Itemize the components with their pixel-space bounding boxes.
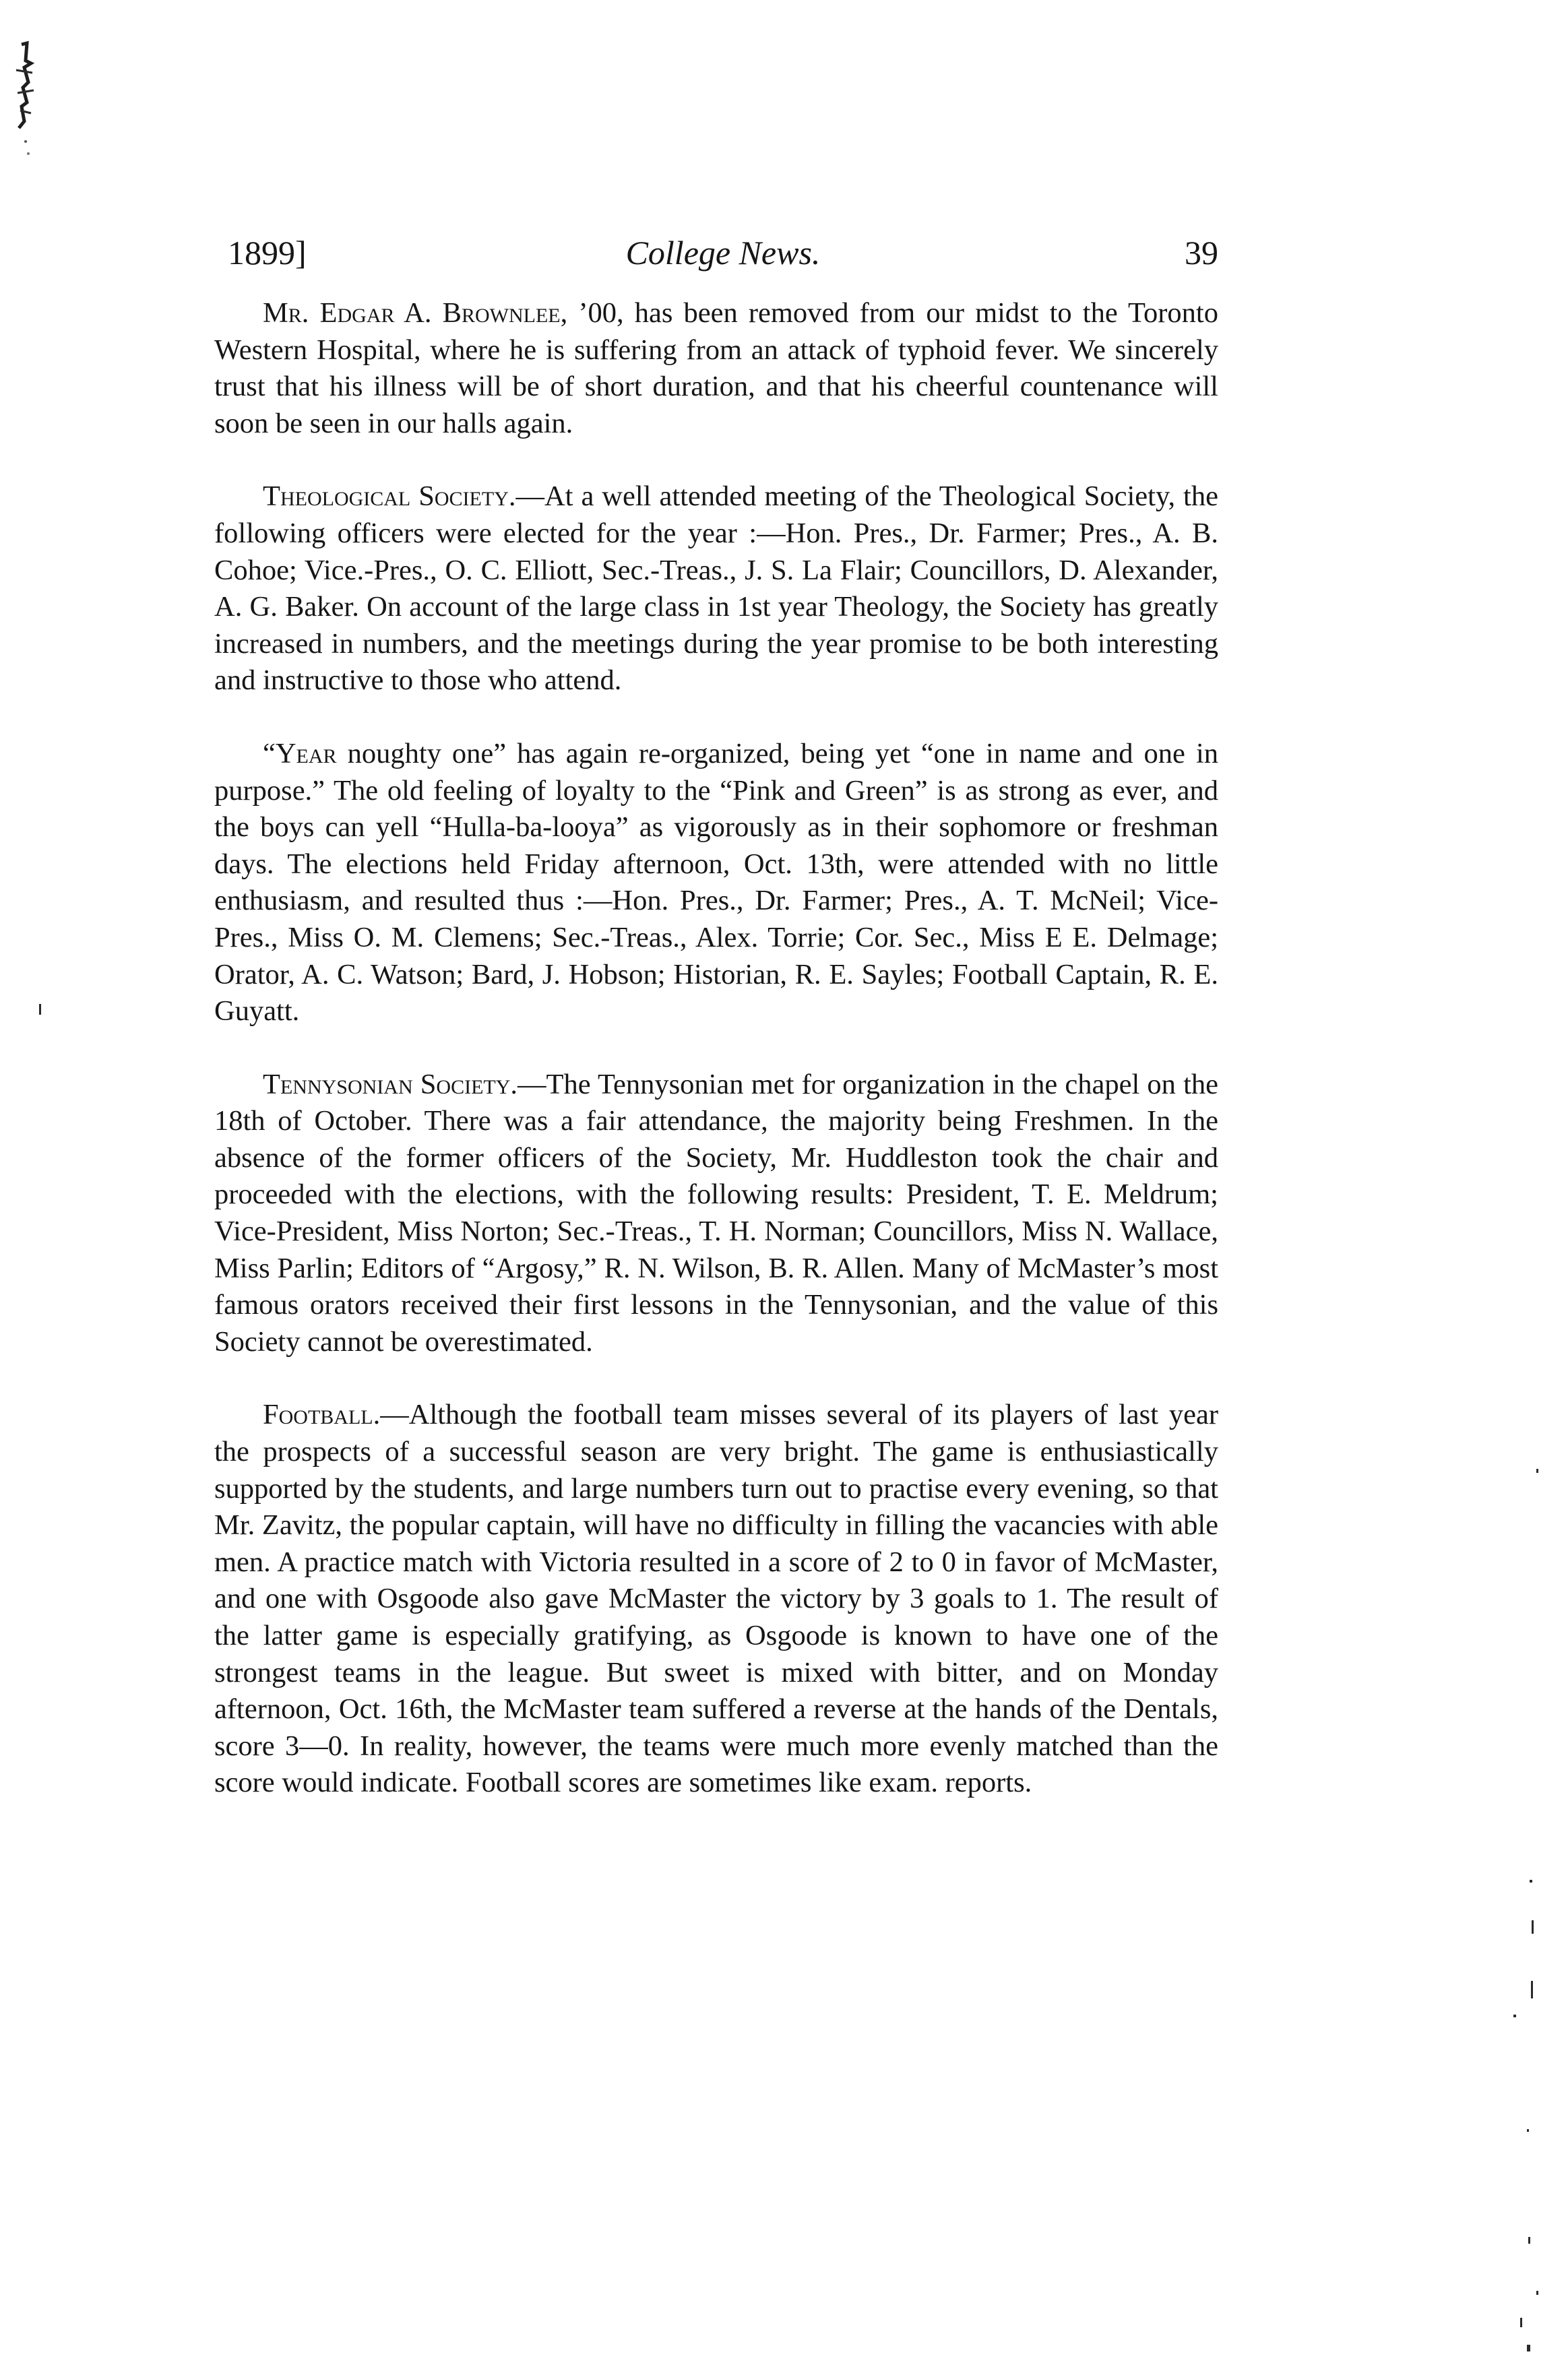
- paragraph-text: noughty one” has again re-organized, being yet “one in name and one in purpose.” The old feeling of loyalty to the “Pink and Green” is as strong as ever, and the boys can yell “Hulla-ba-looya” as vigorously as in their sophomore or freshman days. The elections held Friday afternoon, Oct. 13th, were attended with no little enthusiasm, and resulted thus :—Hon. Pres., Dr. Farmer; Pres., A. T. McNeil; Vice-Pres., Miss O. M. Clemens; Sec.-Treas., Alex. Torrie; Cor. Sec., Miss E E. Delmage; Orator, A. C. Watson; Bard, J. Hobson; Historian, R. E. Sayles; Football Captain, R. E. Guyatt.: [214, 737, 1218, 1028]
- paragraph-year-noughty-one: [214, 736, 1218, 1030]
- article-body: [214, 295, 1218, 1802]
- scan-speck: [1530, 1880, 1532, 1883]
- paragraph-text: ’00, has been removed from our midst to the Toronto Western Hospital, where he is suffering from an attack of typhoid fever. We sincerely trust that his illness will be of short duration, and that his cheerful countenance will soon be seen in our halls again.: [214, 297, 1218, 439]
- paragraph-text: —Although the football team misses several of its players of last year the prospects of a successful season are very bright. The game is enthusiastically supported by the students, and large numbers turn out to practise every evening, so that Mr. Zavitz, the popular captain, will have no difficulty in filling the vacancies with able men. A practice match with Victoria resulted in a score of 2 to 0 in favor of McMaster, and one with Osgoode also gave McMaster the victory by 3 goals to 1. The result of the latter game is especially gratifying, as Osgoode is known to have one of the strongest teams in the league. But sweet is mixed with bitter, and on Monday afternoon, Oct. 16th, the McMaster team suffered a reverse at the hands of the Dentals, score 3—0. In reality, however, the teams were much more evenly matched than the score would indicate. Football scores are sometimes like exam. reports.: [214, 1399, 1218, 1799]
- scan-speck: [1527, 2345, 1530, 2351]
- scan-speck: [1532, 1920, 1534, 1934]
- scan-speck: [1531, 1981, 1533, 1998]
- paragraph-text: —The Tennysonian met for organization in the chapel on the 18th of October. There was a fair attendance, the majority being Freshmen. In the absence of the former officers of the Society, Mr. Huddleston took the chair and proceeded with the elections, with the following results: President, T. E. Meldrum; Vice-President, Miss Norton; Sec.-Treas., T. H. Norman; Councillors, Miss N. Wallace, Miss Parlin; Editors of “Argosy,” R. N. Wilson, B. R. Allen. Many of McMaster’s most famous orators received their first lessons in the Tennysonian, and the value of this Society cannot be overestimated.: [214, 1068, 1219, 1358]
- paragraph-text: —At a well attended meeting of the Theological Society, the following officers were elected for the year :—Hon. Pres., Dr. Farmer; Pres., A. B. Cohoe; Vice.-Pres., O. C. Elliott, Sec.-Treas., J. S. La Flair; Councillors, D. Alexander, A. G. Baker. On account of the large class in 1st year Theology, the Society has greatly increased in numbers, and the meetings during the year promise to be both interesting and instructive to those who attend.: [214, 480, 1218, 697]
- page-number: 39: [1185, 234, 1218, 272]
- paragraph-tennysonian-society: [214, 1067, 1218, 1361]
- scan-speck: [1528, 2237, 1530, 2244]
- scan-speck: [1520, 2318, 1522, 2327]
- paragraph-brownlee: [214, 295, 1218, 442]
- paragraph-lead: Theological Society.: [263, 480, 516, 513]
- paragraph-theological-society: [214, 478, 1218, 699]
- paragraph-lead: “Year: [263, 737, 337, 769]
- scan-speck: [39, 1004, 41, 1015]
- paragraph-lead: Mr. Edgar A. Brownlee,: [263, 297, 568, 329]
- paragraph-lead: Football.: [263, 1399, 381, 1431]
- scan-speck: [1536, 2291, 1538, 2295]
- paragraph-football: [214, 1397, 1218, 1802]
- running-title: College News.: [625, 234, 821, 272]
- header-year: 1899]: [228, 234, 307, 272]
- scan-speck: [1513, 2015, 1516, 2017]
- scan-speck: [1527, 2129, 1529, 2132]
- scan-speck: [1536, 1469, 1538, 1473]
- binding-ink-mark: [12, 40, 42, 162]
- page-header: [228, 229, 1218, 276]
- paragraph-lead: Tennysonian Society.: [263, 1068, 518, 1100]
